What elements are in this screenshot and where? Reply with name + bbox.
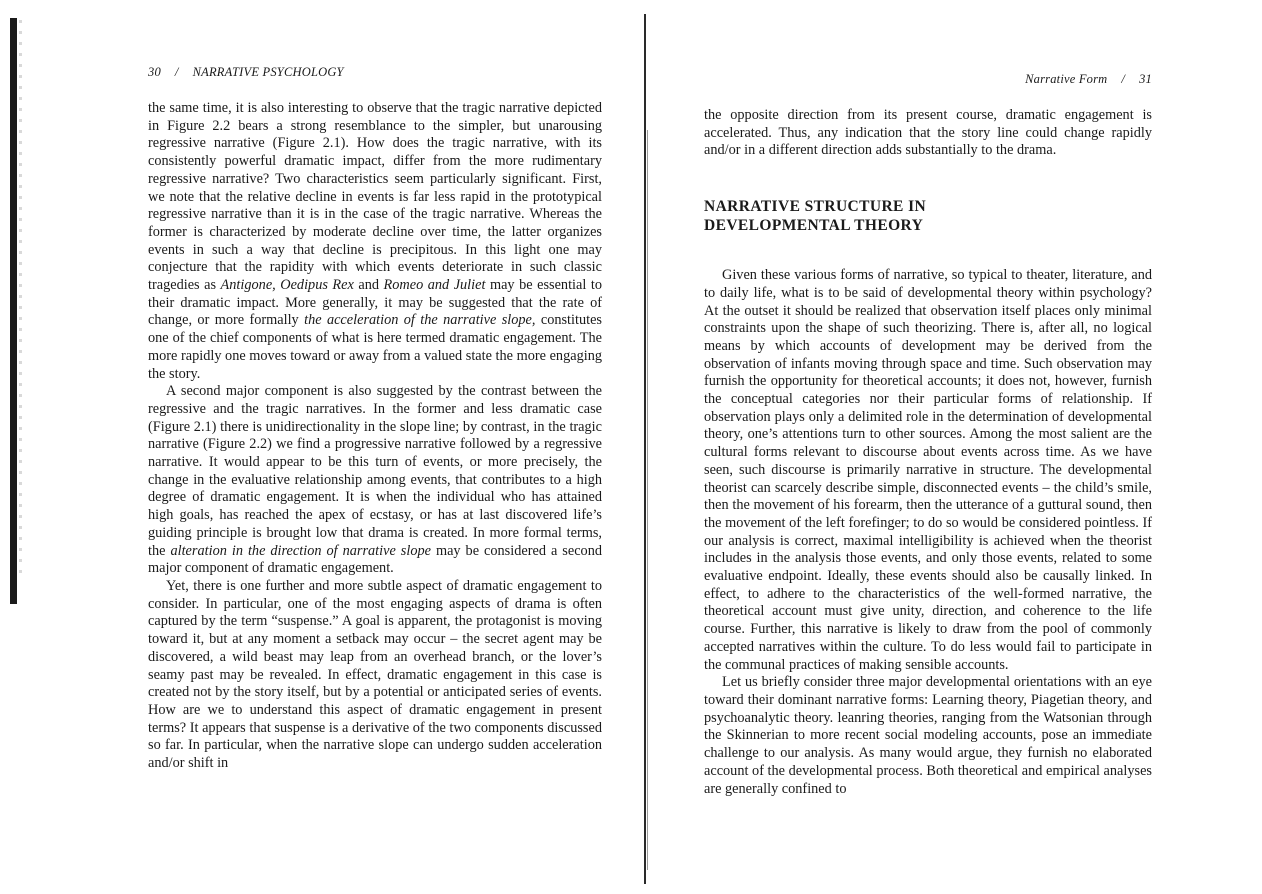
left-header-separator: /	[174, 65, 179, 79]
book-gutter	[644, 14, 646, 884]
scan-edge-noise	[19, 20, 22, 580]
section-heading-line-2: DEVELOPMENTAL THEORY	[704, 217, 924, 235]
italic-text: Antigone, Oedipus Rex	[220, 277, 354, 294]
right-header-separator: /	[1121, 72, 1126, 86]
text-run: may be essential to their dramatic impact. More generally, it may be suggested that the rate of change, or more formally	[148, 277, 602, 329]
body-paragraph	[148, 383, 602, 578]
left-page-number: 30	[148, 65, 161, 79]
body-paragraph	[704, 107, 1152, 160]
left-page-body	[148, 100, 602, 773]
body-paragraph	[704, 267, 1152, 674]
section-heading	[704, 197, 1152, 235]
book-gutter-shadow	[647, 130, 648, 870]
italic-text: the acceleration of the narrative slope,	[304, 312, 536, 329]
text-run: the opposite direction from its present course, dramatic engagement is accelerated. Thus, any indication that the story line could change rapidly and/or in a different direction adds substantially to the drama.	[704, 107, 1152, 159]
right-running-head	[1000, 72, 1152, 87]
right-page-number: 31	[1139, 72, 1152, 86]
section-heading-line-1: NARRATIVE STRUCTURE IN	[704, 198, 927, 216]
italic-text: alteration in the direction of narrative slope	[170, 542, 431, 559]
body-paragraph	[148, 578, 602, 773]
text-run: Given these various forms of narrative, so typical to theater, literature, and to daily life, what is to be said of developmental theory within psychology? At the outset it should be realized that observation itself places only minimal constraints upon the shape of such theorizing. There is, after all, no logical means by which accounts of development may be derived from the observation of infants moving through space and time. Such observation may furnish the opportunity for theoretical accounts; it does not, however, furnish the conceptual categories nor their particular forms of relationship. If observation plays only a delimited role in the determination of developmental theory, one’s attentions turn to other sources. Among the most salient are the cultural forms relevant to discourse about events across time. As we have seen, such discourse is primarily narrative in structure. The developmental theorist can scarcely describe simple, disconnected events – the child’s smile, then the movement of his forearm, then the utterance of a guttural sound, then the movement of the left forefinger; to do so would be considered pointless. If our analysis is correct, maximal intelligibility is achieved when the theorist includes in the analysis those events, and only those events, related to some evaluative endpoint. Ideally, these events should also be causally linked. In effect, to adhere to the characteristics of the well-formed narrative, the theoretical account must give unity, direction, and coherence to the life course. Further, this narrative is likely to draw from the pool of commonly accepted narratives within the culture. To do less would fail to participate in the communal practices of making sensible accounts.	[704, 267, 1152, 673]
text-run: and	[353, 277, 384, 294]
italic-text: Romeo and Juliet	[383, 277, 486, 294]
scan-edge-shadow	[10, 18, 17, 604]
text-run: the same time, it is also interesting to observe that the tragic narrative depicted in Figure 2.2 bears a strong resemblance to the simpler, but unarousing regressive narrative (Figure 2.1). How does the tragic narrative, with its consistently powerful dramatic impact, differ from the more rudimentary regressive narrative? Two characteristics seem particularly significant. First, we note that the relative decline in events is far less rapid in the prototypical regressive narrative than it is in the case of the tragic narrative. Whereas the former is characterized by moderate decline over time, the latter organizes events in such a way that decline is precipitous. In this light one may conjecture that the rapidity with which events deteriorate in such classic tragedies as	[148, 100, 602, 294]
text-run: may be considered a second major component of dramatic engagement.	[148, 542, 602, 577]
right-running-title: Narrative Form	[1025, 72, 1108, 86]
text-run: Let us briefly consider three major developmental orientations with an eye toward their dominant narrative forms: Learning theory, Piagetian theory, and psychoanalytic theory. leanring theories, ranging from the Watsonian through the Skinnerian to more recent social modeling accounts, pose an immediate challenge to our analysis. As many would argue, they furnish no elaborated account of the developmental process. Both theoretical and empirical analyses are generally confined to	[704, 674, 1152, 797]
body-paragraph	[148, 100, 602, 383]
text-run: Yet, there is one further and more subtle aspect of dramatic engagement to consider. In particular, one of the most engaging aspects of drama is often captured by the term “suspense.” A goal is apparent, the protagonist is moving toward it, but at any moment a setback may occur – the secret agent may be discovered, a wild beast may leap from an overhead branch, or the lover’s seamy past may be revealed. In effect, dramatic engagement in this case is created not by the story itself, but by a potential or anticipated series of events. How are we to understand this aspect of dramatic engagement in present terms? It appears that suspense is a derivative of the two components discussed so far. In particular, when the narrative slope can undergo sudden acceleration and/or shift in	[148, 577, 602, 772]
left-running-title: NARRATIVE PSYCHOLOGY	[192, 65, 344, 79]
text-run: A second major component is also suggested by the contrast between the regressive and the tragic narratives. In the former and less dramatic case (Figure 2.1) there is unidirectionality in the slope line; by contrast, in the tragic narrative (Figure 2.2) we find a progressive narrative followed by a regressive narrative. It would appear to be this turn of events, or more precisely, the change in the evaluative relationship among events, that contributes to a high degree of dramatic engagement. It is when the individual who has attained high goals, has reached the apex of ecstasy, or has at last discovered life’s guiding principle is brought low that drama is created. In more formal terms, the	[148, 383, 602, 559]
right-page-body	[704, 107, 1152, 798]
left-running-head	[148, 65, 344, 80]
text-run: constitutes one of the chief components of what is here termed dramatic engagement. The more rapidly one moves toward or away from a valued state the more engaging the story.	[148, 312, 603, 382]
body-paragraph	[704, 674, 1152, 798]
